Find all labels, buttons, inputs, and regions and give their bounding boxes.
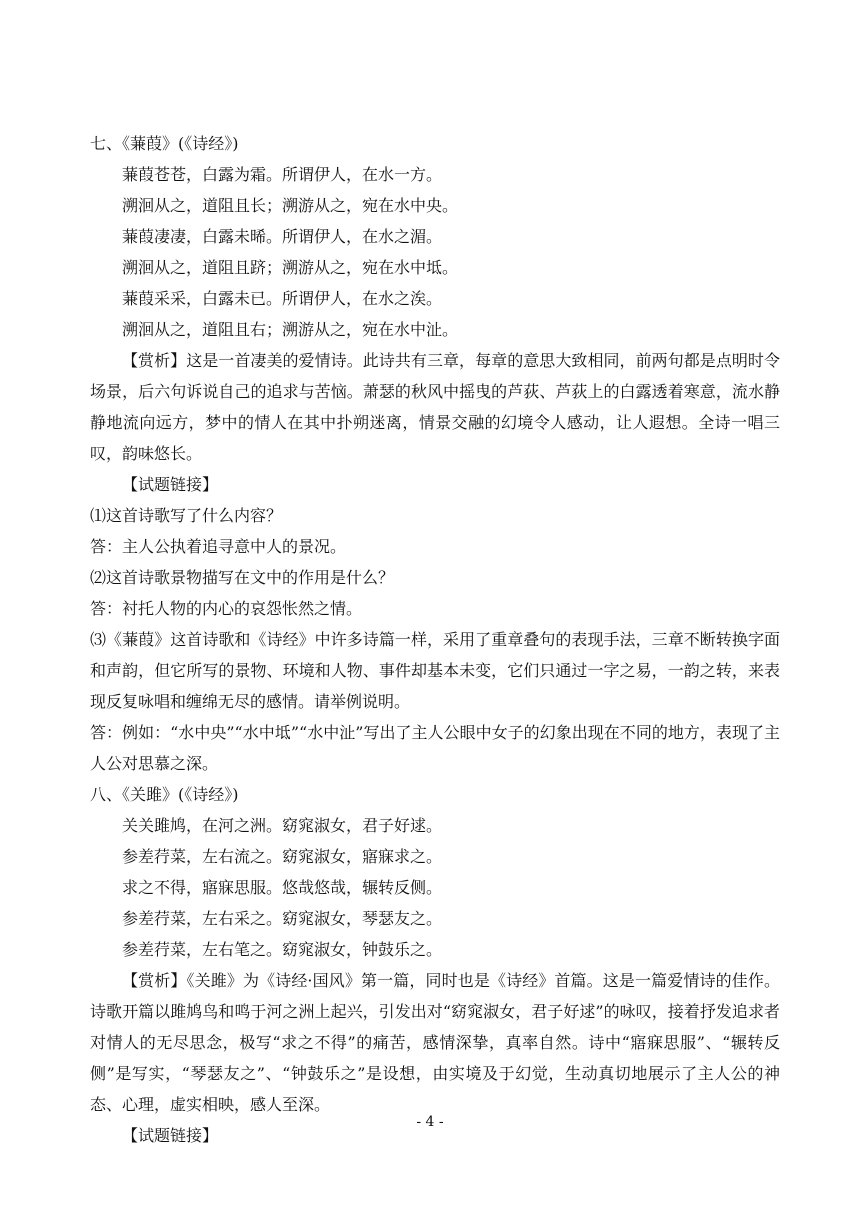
page-number: - 4 - [416,1114,444,1130]
answer-3: 答：例如：“水中央”“水中坻”“水中沚”写出了主人公眼中女子的幻象出现在不同的地方，表现了主人公对思慕之深。 [90,723,780,773]
section-7-appreciation: 【赏析】这是一首凄美的爱情诗。此诗共有三章，每章的意思大致相同，前两句都是点明时令场景，后六句诉说自己的追求与苦恼。萧瑟的秋风中摇曳的芦荻、芦荻上的白露透着寒意，流水静静地流向远方，梦中的情人在其中扑朔迷离，情景交融的幻境令人感动，让人遐想。全诗一唱三叹，韵味悠长。 [90,351,780,463]
poem-line: 溯洄从之，道阻且右；溯游从之，宛在水中沚。 [122,320,459,339]
section-8-heading: 八、《关雎》(《诗经》) [90,785,239,804]
question-2: ⑵这首诗歌景物描写在文中的作用是什么？ [90,568,395,587]
poem-line: 蒹葭苍苍，白露为霜。所谓伊人，在水一方。 [122,165,443,184]
poem-line: 溯洄从之，道阻且跻；溯游从之，宛在水中坻。 [122,258,459,277]
poem-line: 参差荇菜，左右笔之。窈窕淑女，钟鼓乐之。 [122,940,443,959]
section-8-exam-link-heading: 【试题链接】 [122,1126,219,1145]
question-3: ⑶《蒹葭》这首诗歌和《诗经》中许多诗篇一样，采用了重章叠句的表现手法，三章不断转换字面和声韵，但它所写的景物、环境和人物、事件却基本未变，它们只通过一字之易，一韵之转，来表现反复咏唱和缠绵无尽的感情。请举例说明。 [90,630,780,711]
poem-line: 参差荇菜，左右采之。窈窕淑女，琴瑟友之。 [122,909,443,928]
poem-line: 参差荇菜，左右流之。窈窕淑女，寤寐求之。 [122,847,443,866]
answer-2: 答：衬托人物的内心的哀怨怅然之情。 [90,599,363,618]
poem-line: 关关雎鸠，在河之洲。窈窕淑女，君子好逑。 [122,816,443,835]
question-1: ⑴这首诗歌写了什么内容？ [90,506,283,525]
section-7-poem [90,159,780,345]
poem-line: 溯洄从之，道阻且长；溯游从之，宛在水中央。 [122,196,459,215]
poem-line: 求之不得，寤寐思服。悠哉悠哉，辗转反侧。 [122,878,443,897]
section-7-exam-link-heading: 【试题链接】 [122,475,219,494]
poem-line: 蒹葭采采，白露未已。所谓伊人，在水之涘。 [122,289,443,308]
poem-line: 蒹葭凄凄，白露未晞。所谓伊人，在水之湄。 [122,227,443,246]
answer-1: 答：主人公执着追寻意中人的景况。 [90,537,347,556]
section-7-heading: 七、《蒹葭》(《诗经》) [90,134,239,153]
section-8-appreciation: 【赏析】《关雎》为《诗经·国风》第一篇，同时也是《诗经》首篇。这是一篇爱情诗的佳作。诗歌开篇以雎鸠鸟和鸣于河之洲上起兴，引发出对“窈窕淑女，君子好逑”的咏叹，接着抒发追求者对情人的无尽思念，极写“求之不得”的痛苦，感情深挚，真率自然。诗中“寤寐思服”、“辗转反侧”是写实，“琴瑟友之”、“钟鼓乐之”是设想，由实境及于幻觉，生动真切地展示了主人公的神态、心理，虚实相映，感人至深。 [90,971,780,1114]
section-8-poem [90,810,780,965]
document-page [90,128,780,1151]
